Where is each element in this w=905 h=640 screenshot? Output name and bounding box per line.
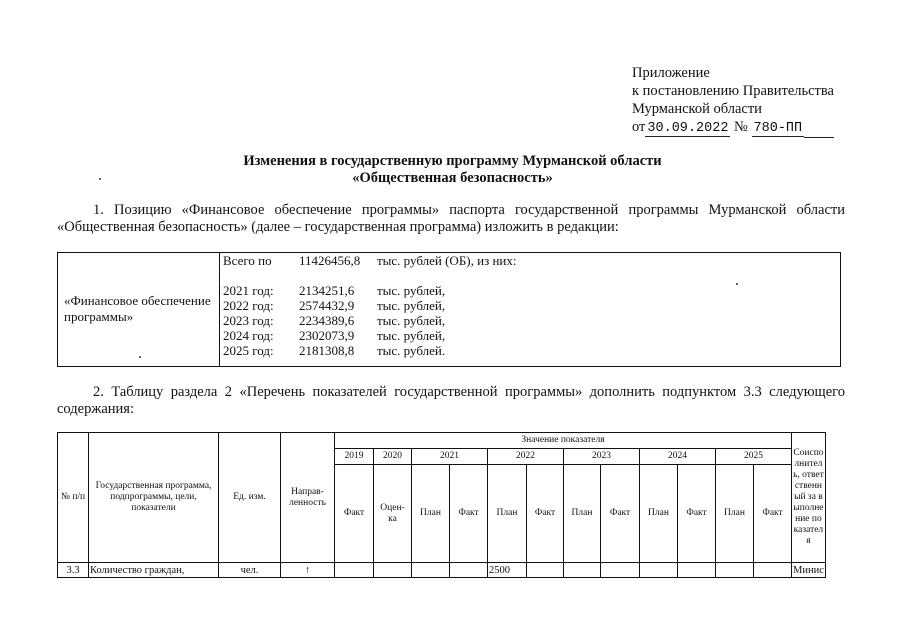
col-header-value: Значение показателя: [335, 433, 792, 449]
paragraph-2: 2. Таблицу раздела 2 «Перечень показателей государственной программы» дополнить подпунктом 3.3 следующего содержания:: [57, 384, 845, 417]
year-unit: тыс. рублей,: [377, 298, 446, 313]
subheader-cell: Факт: [527, 465, 564, 563]
total-label: Всего по: [223, 253, 272, 268]
appendix-region-line: Мурманской области: [632, 101, 762, 117]
indicators-table: [57, 432, 826, 578]
year-value: 2574432,9: [299, 298, 355, 313]
decree-date: 30.09.2022: [647, 121, 729, 136]
title-line-2: «Общественная безопасность»: [352, 170, 553, 186]
year-header: 2025: [716, 449, 792, 465]
year-header: 2022: [488, 449, 564, 465]
year-header: 2024: [640, 449, 716, 465]
row-name: Количество граждан,: [89, 563, 219, 578]
cell-empty: [335, 563, 374, 578]
row-direction-arrow-icon: ↑: [281, 563, 335, 578]
financing-divider: [219, 253, 220, 366]
year-header: 2020: [374, 449, 412, 465]
col-header-num: № п/п: [58, 433, 89, 563]
cell-empty: [640, 563, 678, 578]
subheader-cell: Факт: [450, 465, 488, 563]
year-header: 2021: [412, 449, 488, 465]
financing-box: [57, 252, 841, 367]
col-header-direction: Направ- ленность: [281, 433, 335, 563]
subheader-cell: Факт: [335, 465, 374, 563]
year-label: 2024 год:: [223, 328, 274, 343]
table-row: [58, 563, 826, 578]
subheader-cell: Факт: [601, 465, 640, 563]
year-unit: тыс. рублей,: [377, 313, 446, 328]
year-label: 2022 год:: [223, 298, 274, 313]
cell-empty: [678, 563, 716, 578]
year-value: 2234389,6: [299, 313, 355, 328]
row-num: 3.3: [58, 563, 89, 578]
year-label: 2021 год:: [223, 283, 274, 298]
cell-empty: [450, 563, 488, 578]
year-value: 2302073,9: [299, 328, 355, 343]
appendix-date-line: [632, 118, 834, 138]
subheader-cell: План: [564, 465, 601, 563]
subheader-cell: Факт: [754, 465, 792, 563]
scan-speck: [139, 356, 141, 358]
date-prefix: от: [632, 119, 646, 135]
subheader-cell: План: [412, 465, 450, 563]
number-sign: №: [734, 119, 748, 135]
financing-label: «Финансовое обеспечение программы»: [64, 293, 211, 324]
document-title: [0, 153, 905, 187]
row-plan-2022: 2500: [488, 563, 527, 578]
subheader-cell: Факт: [678, 465, 716, 563]
year-value: 2181308,8: [299, 343, 355, 358]
total-value: 11426456,8: [299, 253, 361, 268]
scan-speck: [99, 178, 101, 180]
year-header: 2023: [564, 449, 640, 465]
year-header: 2019: [335, 449, 374, 465]
subheader-cell: План: [716, 465, 754, 563]
year-value: 2134251,6: [299, 283, 355, 298]
scan-speck: [736, 283, 738, 285]
paragraph-1: 1. Позицию «Финансовое обеспечение программы» паспорта государственной программы Мурманской области «Общественная безопасность» (далее – государственная программа) изложить в редакции:: [57, 202, 845, 235]
cell-empty: [374, 563, 412, 578]
year-unit: тыс. рублей,: [377, 283, 446, 298]
col-header-executor: Соисполнитель, ответственный за выполнение показателя: [792, 433, 826, 563]
title-line-1: Изменения в государственную программу Мурманской области: [243, 153, 662, 169]
subheader-cell: План: [488, 465, 527, 563]
table-header-row: [58, 433, 826, 449]
year-unit: тыс. рублей,: [377, 328, 446, 343]
subheader-cell: План: [640, 465, 678, 563]
appendix-decree-line: к постановлению Правительства: [632, 83, 834, 99]
cell-empty: [754, 563, 792, 578]
cell-empty: [601, 563, 640, 578]
cell-empty: [716, 563, 754, 578]
number-underline: [804, 137, 834, 138]
col-header-name: Государственная программа, подпрограммы, цели, показатели: [89, 433, 219, 563]
cell-empty: [564, 563, 601, 578]
decree-number: 780-ПП: [753, 121, 803, 136]
year-unit: тыс. рублей.: [377, 343, 446, 358]
appendix-title: Приложение: [632, 65, 710, 81]
appendix-header: [632, 64, 834, 138]
year-label: 2025 год:: [223, 343, 274, 358]
year-label: 2023 год:: [223, 313, 274, 328]
total-unit: тыс. рублей (ОБ), из них:: [377, 253, 517, 268]
row-executor: Минис: [793, 564, 824, 576]
row-unit: чел.: [219, 563, 281, 578]
cell-empty: [527, 563, 564, 578]
col-header-unit: Ед. изм.: [219, 433, 281, 563]
subheader-cell: Оцен- ка: [374, 465, 412, 563]
cell-empty: [412, 563, 450, 578]
